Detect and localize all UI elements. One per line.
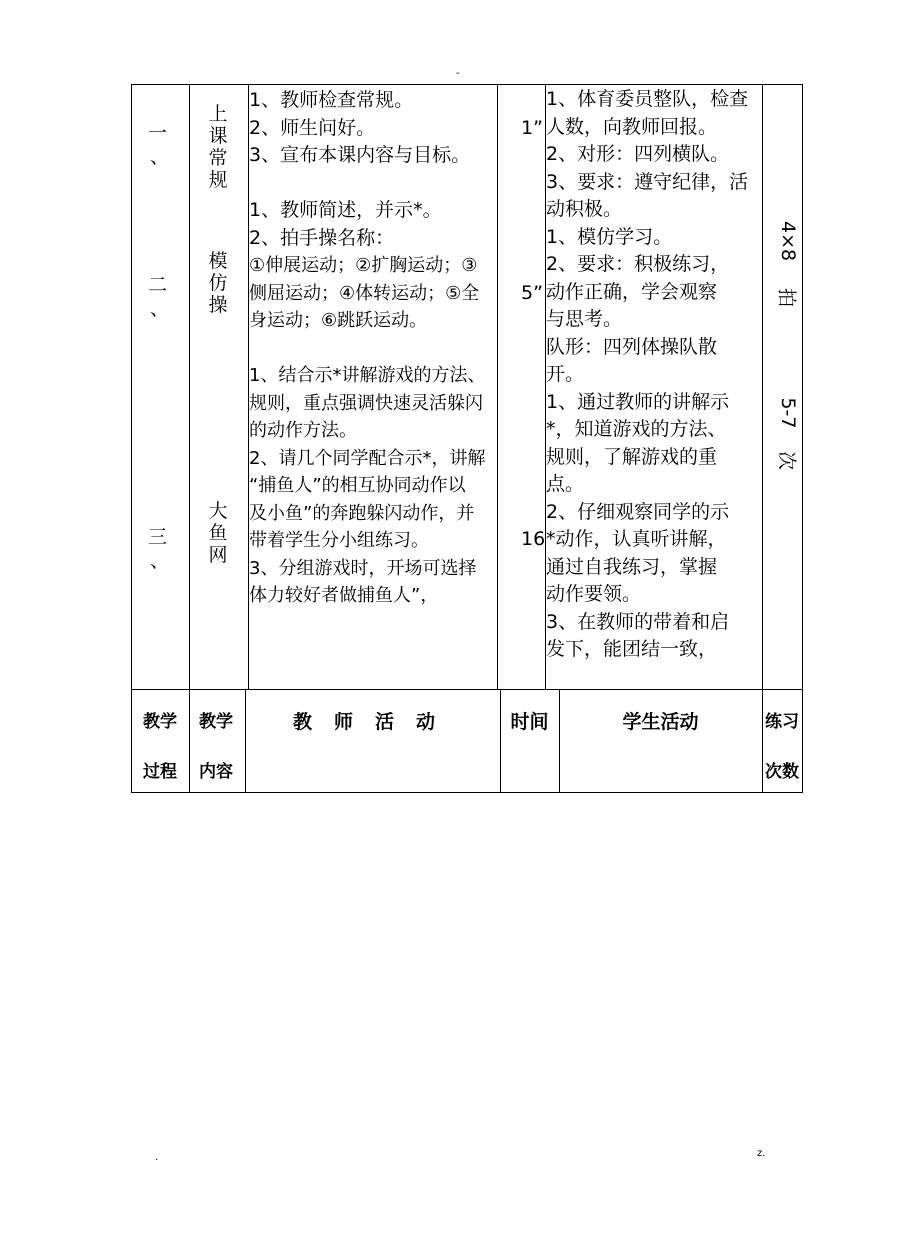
- text-line: 1、模仿学习。: [546, 225, 673, 248]
- stage-mark: 、: [150, 146, 170, 168]
- text-line: 点。: [546, 473, 585, 495]
- text-line: 身运动；⑥跳跃运动。: [249, 310, 428, 331]
- text-line: [249, 335, 485, 363]
- text-line: ①伸展运动；②扩胸运动；③: [249, 255, 478, 276]
- text-line: 发下，能团结一致，: [546, 638, 718, 660]
- stage-content: 上 课 常 规: [208, 103, 228, 191]
- practice-unit: 拍: [775, 287, 798, 307]
- page-footer-left: .: [155, 1152, 159, 1163]
- divider: [497, 85, 498, 689]
- text-line: 3、在教师的带着和启: [546, 610, 730, 633]
- header-teacher: 教师活动: [293, 711, 458, 733]
- divider: [500, 689, 501, 793]
- text-line: 带着学生分小组练习。: [249, 530, 429, 551]
- text-line: 开。: [546, 363, 585, 385]
- practice-count: 4×8: [777, 221, 799, 262]
- text-line: 通过自我练习，掌握: [546, 555, 718, 578]
- text-line: 2、师生问好。: [249, 116, 376, 139]
- divider: [762, 85, 763, 689]
- header-time: 时间: [510, 711, 549, 733]
- practice-count: 5-7: [777, 397, 799, 429]
- header-content: 教学: [199, 712, 233, 732]
- text-line: [249, 170, 485, 198]
- text-line: *，知道游戏的方法、: [546, 418, 727, 440]
- text-line: 1、通过教师的讲解示: [546, 390, 730, 413]
- time-value: 16: [521, 528, 546, 550]
- stage-content: 模 仿 操: [208, 250, 228, 316]
- text-line: 1、体育委员整队，检查: [546, 88, 749, 110]
- text-line: 2、请几个同学配合示*，讲解: [249, 447, 486, 469]
- text-line: 3、要求：遵守纪律，活: [546, 170, 749, 193]
- text-line: 规则，重点强调快速灵活躲闪: [249, 392, 483, 414]
- text-line: “捕鱼人”的相互协同动作以: [249, 475, 466, 496]
- text-line: 动作要领。: [546, 583, 642, 605]
- text-line: 及小鱼”的奔跑躲闪动作，并: [249, 502, 475, 524]
- divider: [189, 85, 190, 689]
- stage-number: 三: [148, 526, 168, 548]
- header-content: 内容: [199, 762, 233, 782]
- header-count: 练习: [765, 712, 799, 732]
- practice-unit: 次: [775, 450, 798, 470]
- text-line: *动作，认真听讲解，: [546, 528, 727, 550]
- stage-number: 一: [148, 122, 168, 144]
- text-line: 人数，向教师回报。: [546, 115, 718, 138]
- text-line: 2、要求：积极练习，: [546, 253, 730, 275]
- text-line: 1、结合示*讲解游戏的方法、: [249, 365, 486, 386]
- divider: [559, 689, 560, 793]
- text-line: 动积极。: [546, 198, 623, 220]
- header-student: 学生活动: [622, 711, 699, 733]
- stage-number: 二: [148, 274, 168, 296]
- text-line: 动作正确，学会观察: [546, 280, 718, 303]
- stage-mark: 、: [150, 298, 170, 320]
- student-activity: [546, 86, 748, 664]
- stage-content: 大 鱼 网: [208, 500, 228, 566]
- teacher-activity: [249, 87, 485, 610]
- text-line: 与思考。: [546, 308, 623, 330]
- stage-mark: 、: [150, 550, 170, 572]
- page-header-mark: -: [456, 68, 460, 79]
- page-footer-right: z.: [757, 1148, 766, 1159]
- header-process: 过程: [143, 762, 177, 782]
- divider: [245, 689, 246, 793]
- text-line: 2、对形：四列横队。: [546, 143, 730, 165]
- text-line: 1、教师简述，并示*。: [249, 199, 442, 221]
- text-line: 的动作方法。: [249, 420, 357, 441]
- text-line: 3、宣布本课内容与目标。: [249, 144, 471, 166]
- divider: [132, 689, 802, 690]
- text-line: 体力较好者做捕鱼人”，: [249, 585, 439, 606]
- text-line: 规则，了解游戏的重: [546, 445, 718, 468]
- text-line: 队形：四列体操队散: [546, 335, 718, 358]
- text-line: 2、拍手操名称：: [249, 226, 395, 249]
- text-line: 1、教师检查常规。: [249, 89, 414, 111]
- time-value: 5”: [521, 282, 543, 304]
- text-line: 2、仔细观察同学的示: [546, 500, 730, 523]
- time-value: 1”: [521, 117, 543, 139]
- text-line: 3、分组游戏时，开场可选择: [249, 557, 477, 579]
- text-line: 侧屈运动；④体转运动；⑤全: [249, 282, 480, 304]
- header-process: 教学: [143, 712, 177, 732]
- header-count: 次数: [765, 762, 799, 782]
